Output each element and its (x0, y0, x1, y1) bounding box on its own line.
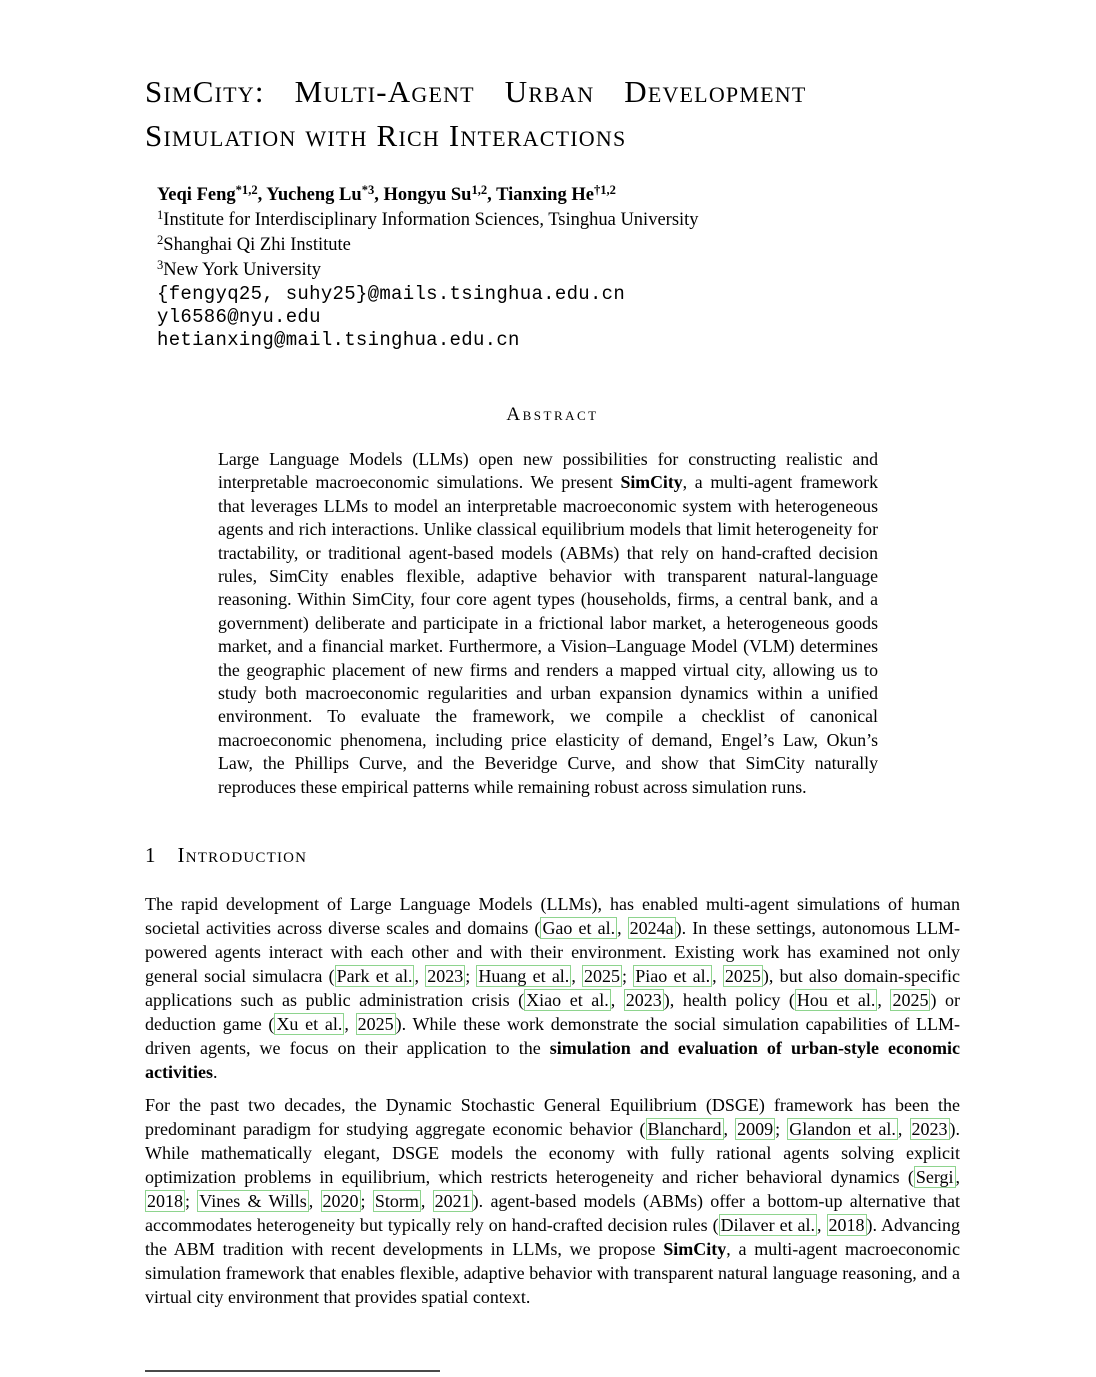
section-heading-introduction (145, 843, 960, 868)
text-run: 1,2 (471, 183, 488, 198)
text-run: ). While mathematically elegant, DSGE models the economy with fully rational agents solving explicit optimization problems in equilibrium, which restricts heterogeneity and richer behavioral dynamics ( (145, 1119, 960, 1188)
text-run: For the past two decades, the Dynamic Stochastic General Equilibrium (DSGE) framework has been the predominant paradigm for studying aggregate economic behavior ( (145, 1095, 960, 1140)
text-run: Yucheng Lu (266, 185, 362, 205)
text-run: ). While these work demonstrate the social simulation capabilities of LLM-driven agents, we focus on their application to the (145, 1014, 960, 1059)
text-run: ; (360, 1191, 373, 1212)
text-run: , (617, 918, 628, 939)
text-run: Yeqi Feng (157, 185, 236, 205)
paper-title-line2: Simulation with Rich Interactions (145, 118, 627, 153)
text-run: , a multi-agent macroeconomic simulation framework that enables flexible, adaptive behavior with transparent natural language reasoning, and a virtual city environment that provides spatial context. (145, 1239, 960, 1308)
email-line-1: {fengyq25, suhy25}@mails.tsinghua.edu.cn (157, 283, 626, 305)
text-run: , (374, 185, 384, 205)
citation-link[interactable]: 2018 (147, 1191, 183, 1212)
intro-paragraph-1 (145, 892, 960, 1084)
citation-link[interactable]: 2025 (724, 966, 761, 987)
text-run: , (420, 1191, 433, 1212)
affiliation-text: Shanghai Qi Zhi Institute (163, 235, 351, 255)
section-number: 1 (145, 843, 156, 868)
citation-link[interactable]: Glandon et al. (789, 1119, 896, 1140)
text-run: , (344, 1014, 356, 1035)
text-run: ). Advancing the ABM tradition with recent developments in LLMs, we propose (145, 1215, 960, 1260)
text-run: , (723, 1119, 736, 1140)
text-run: Hongyu Su (383, 185, 472, 205)
bold-text: simulation and evaluation of urban-style economic activities (145, 1038, 960, 1083)
authors-line (157, 183, 960, 208)
citation-link[interactable]: 2018 (828, 1215, 865, 1236)
citation-link[interactable]: Vines & Wills (199, 1191, 307, 1212)
citation-link[interactable]: Park et al. (336, 966, 413, 987)
text-run: , (897, 1119, 910, 1140)
text-run: , (817, 1215, 827, 1236)
text-run: ). agent-based models (ABMs) offer a bottom-up alternative that accommodates heterogeneity but typically rely on hand-crafted decision rules ( (145, 1191, 960, 1236)
email-block (157, 283, 960, 352)
citation-link[interactable]: 2023 (911, 1119, 948, 1140)
affiliation-line-1 (157, 208, 960, 233)
citation-link[interactable]: Dilaver et al. (720, 1215, 816, 1236)
text-run: ; (185, 1191, 198, 1212)
text-run: Large Language Models (LLMs) open new possibilities for constructing realistic and interpretable macroeconomic simulations. We present (218, 449, 878, 493)
bold-text: SimCity (663, 1239, 727, 1260)
citation-link[interactable]: Storm (374, 1191, 419, 1212)
intro-paragraph-2 (145, 1093, 960, 1309)
text-run: ), health policy ( (663, 990, 795, 1011)
text-run: , (308, 1191, 321, 1212)
affiliation-text: Institute for Interdisciplinary Information Sciences, Tsinghua University (163, 210, 699, 230)
citation-link[interactable]: 2020 (322, 1191, 359, 1212)
citation-link[interactable]: Huang et al. (478, 966, 570, 987)
text-run: , (877, 990, 891, 1011)
citation-link[interactable]: 2025 (584, 966, 621, 987)
text-run: ; (465, 966, 477, 987)
text-run: , (610, 990, 624, 1011)
citation-link[interactable]: Xu et al. (276, 1014, 343, 1035)
text-run: ), but also domain-specific applications such as public administration crisis ( (145, 966, 960, 1011)
text-run: , (257, 185, 267, 205)
text-run: The rapid development of Large Language Models (LLMs), has enabled multi-agent simulations of human societal activities across diverse scales and domains ( (145, 894, 960, 939)
affiliation-line-2 (157, 233, 960, 258)
citation-link[interactable]: 2023 (625, 990, 662, 1011)
citation-link[interactable]: 2009 (737, 1119, 774, 1140)
text-run: *3 (361, 183, 375, 198)
citation-link[interactable]: 2021 (434, 1191, 471, 1212)
citation-link[interactable]: 2023 (427, 966, 464, 987)
bold-text: SimCity (620, 472, 683, 493)
footnote-rule (145, 1370, 440, 1372)
author-block (157, 183, 960, 352)
citation-link[interactable]: Xiao et al. (526, 990, 609, 1011)
text-run: . (212, 1062, 218, 1083)
paper-page (145, 0, 960, 1309)
email-line-3: hetianxing@mail.tsinghua.edu.cn (157, 329, 520, 351)
paper-title-line1: SimCity: Multi-Agent Urban Development (145, 74, 807, 109)
citation-link[interactable]: Hou et al. (796, 990, 876, 1011)
citation-link[interactable]: 2024a (629, 918, 674, 939)
paper-title (145, 70, 960, 158)
text-run: , (487, 185, 497, 205)
affiliation-marker: 1 (157, 208, 164, 223)
citation-link[interactable]: Blanchard (647, 1119, 722, 1140)
affiliation-marker: 2 (157, 233, 164, 248)
text-run: ; (622, 966, 634, 987)
affiliation-line-3 (157, 258, 960, 283)
text-run: ) or deduction game ( (145, 990, 960, 1035)
affiliation-marker: 3 (157, 258, 164, 273)
text-run: Tianxing He (496, 185, 594, 205)
text-run: , a multi-agent framework that leverages LLMs to model an interpretable macroeconomic system with heterogeneous agents and rich interactions. Unlike classical equilibrium models that limit heterogeneity for tractability, or traditional agent-based models (ABMs) that rely on hand-crafted decision rules, SimCity enables flexible, adaptive behavior with transparent natural-language reasoning. Within SimCity, four core agent types (households, firms, a central bank, and a government) deliberate and participate in a frictional labor market, a heterogeneous goods market, and a financial market. Furthermore, a Vision–Language Model (VLM) determines the geographic placement of new firms and renders a mapped virtual city, allowing us to study both macroeconomic regularities and urban expansion dynamics within a unified environment. To evaluate the framework, we compile a checklist of canonical macroeconomic phenomena, including price elasticity of demand, Engel’s Law, Okun’s Law, the Phillips Curve, and the Beveridge Curve, and show that SimCity naturally reproduces these empirical patterns while remaining robust across simulation runs. (218, 472, 878, 797)
text-run: , (955, 1167, 960, 1188)
text-run: ). In these settings, autonomous LLM-powered agents interact with each other and with their environment. Existing work has examined not only general social simulacra ( (145, 918, 961, 987)
citation-link[interactable]: 2025 (892, 990, 929, 1011)
abstract-heading: Abstract (506, 404, 599, 425)
citation-link[interactable]: Sergi (915, 1167, 954, 1188)
citation-link[interactable]: Gao et al. (542, 918, 616, 939)
citation-link[interactable]: Piao et al. (635, 966, 711, 987)
text-run: †1,2 (593, 183, 616, 198)
text-run: ; (775, 1119, 788, 1140)
text-run: , (571, 966, 583, 987)
text-run: , (414, 966, 426, 987)
text-run: *1,2 (235, 183, 258, 198)
text-run: , (712, 966, 723, 987)
section-label: Introduction (177, 843, 308, 868)
affiliation-text: New York University (163, 260, 322, 280)
citation-link[interactable]: 2025 (357, 1014, 394, 1035)
email-line-2: yl6586@nyu.edu (157, 306, 321, 328)
abstract-text (218, 448, 878, 799)
